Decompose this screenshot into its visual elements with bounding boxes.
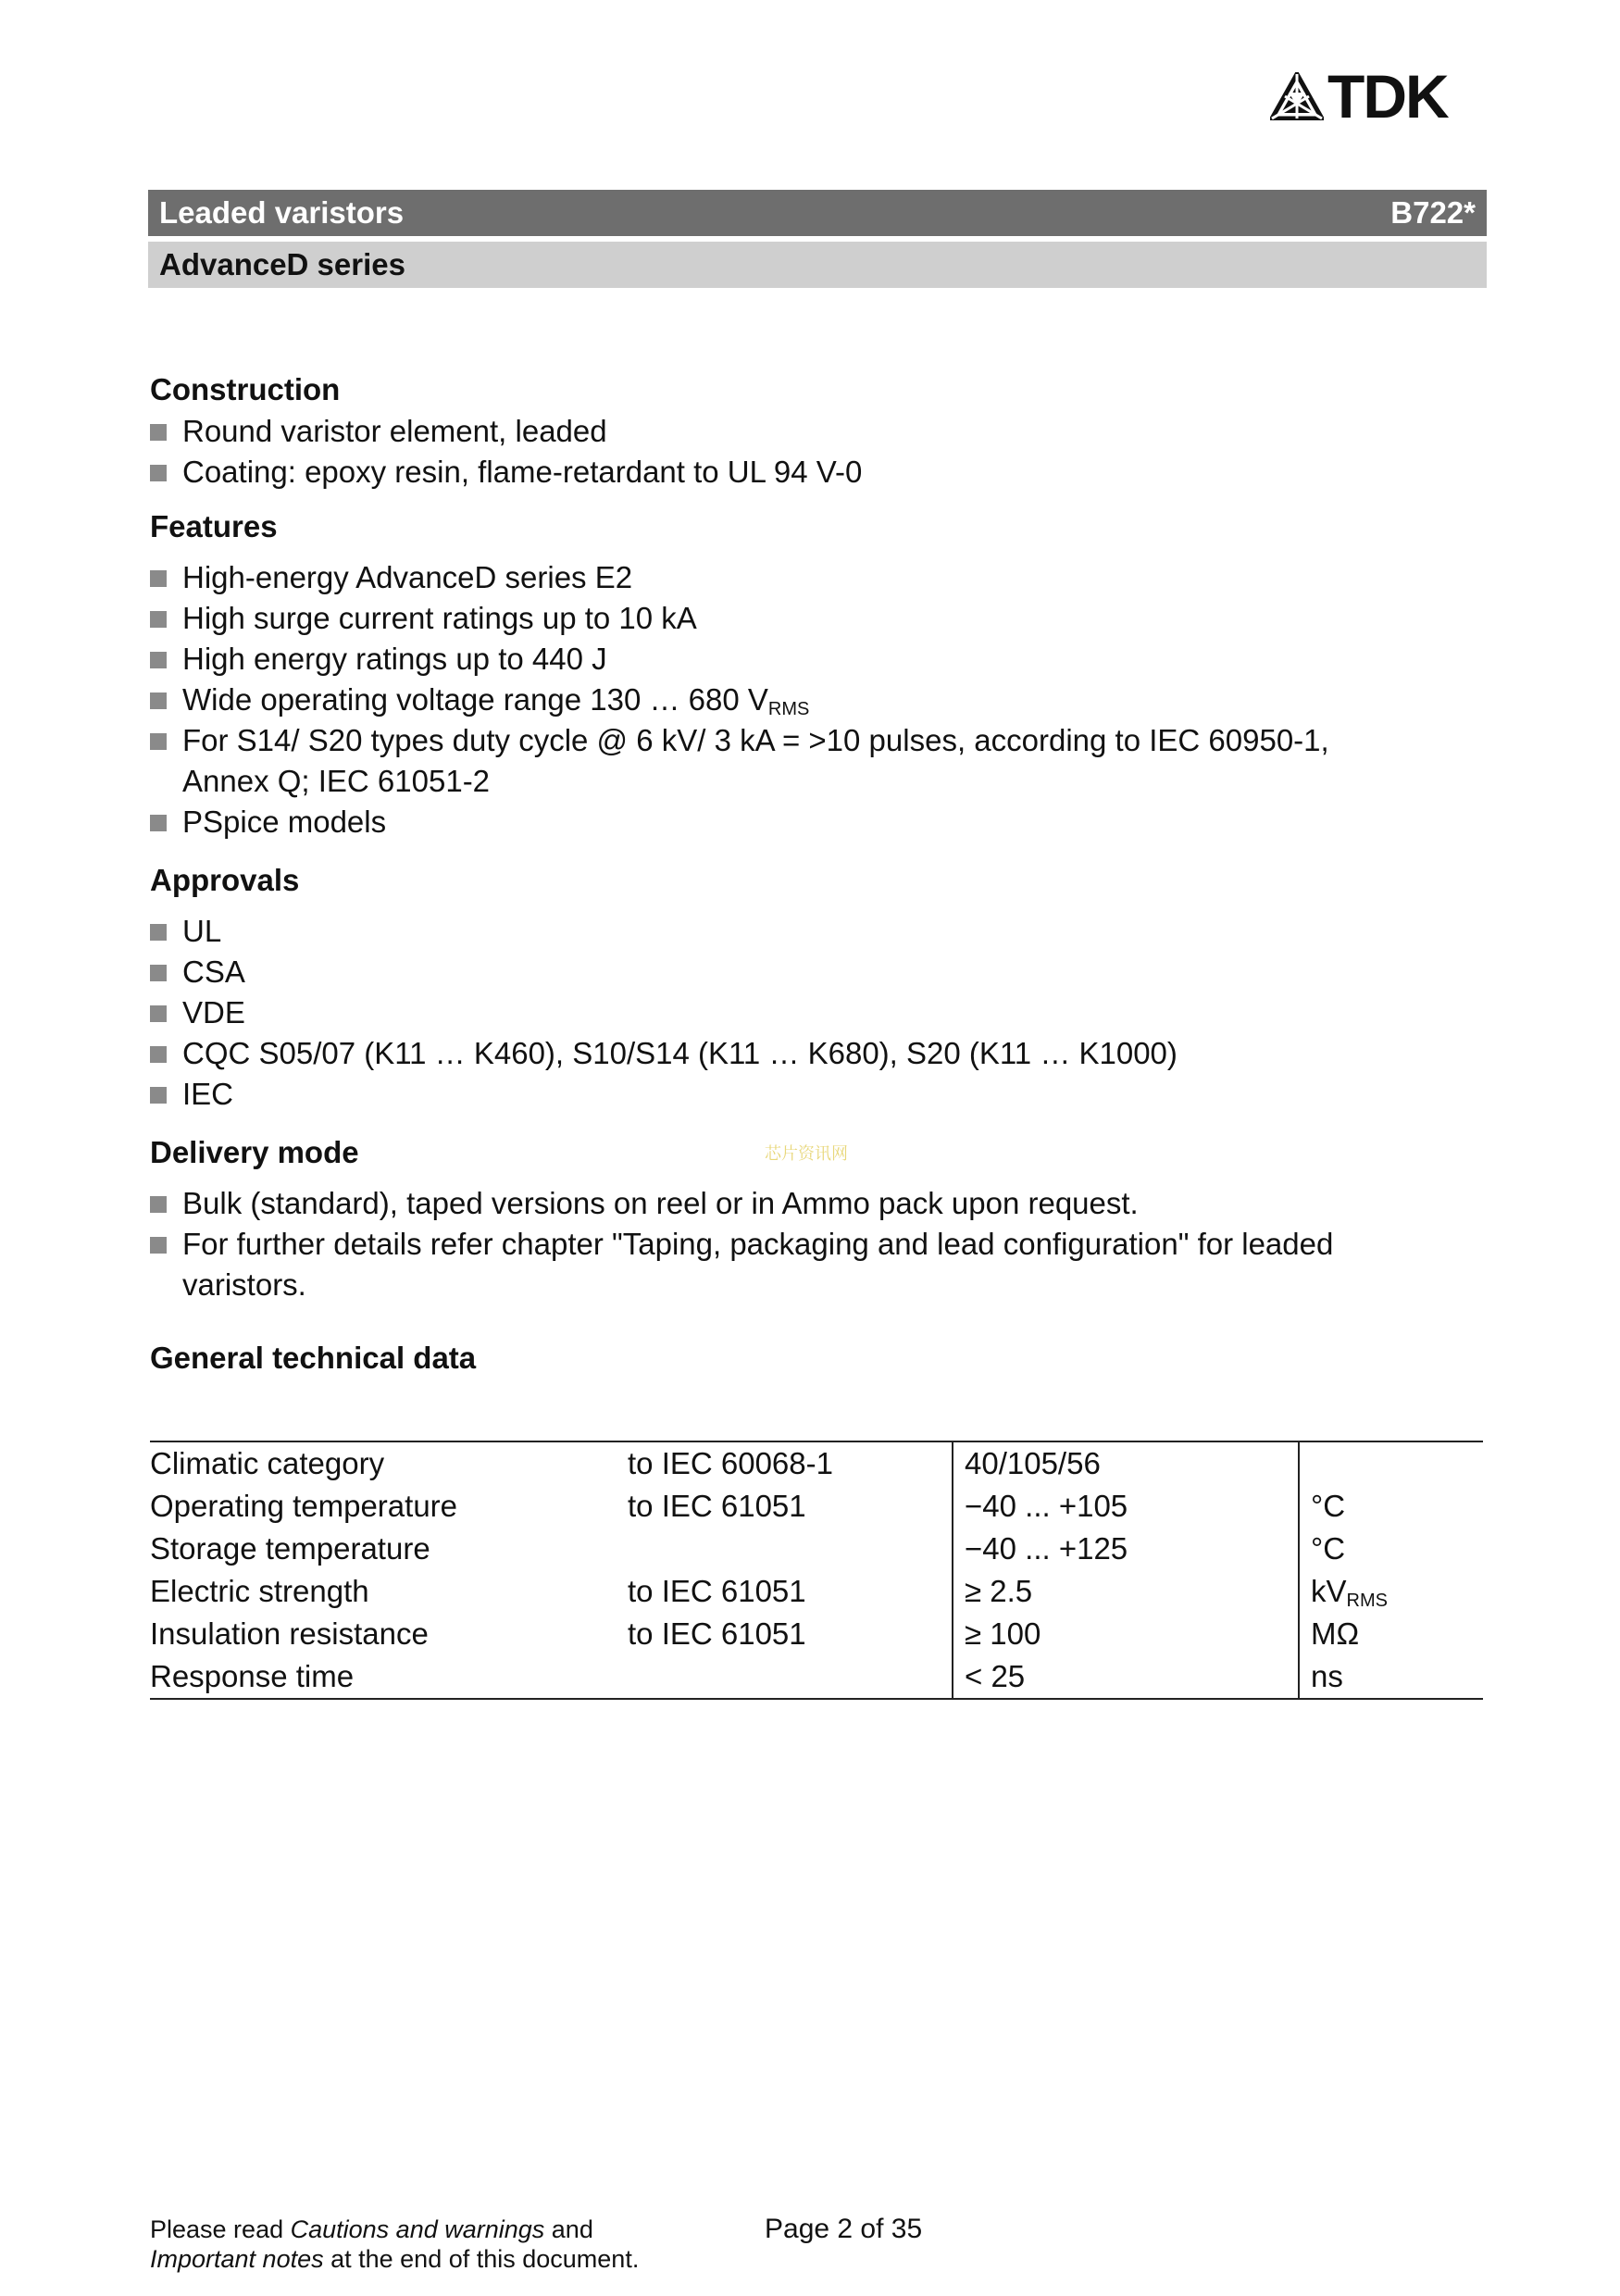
tdk-logo xyxy=(1270,62,1492,131)
list-item: For S14/ S20 types duty cycle @ 6 kV/ 3 kA = >10 pulses, according to IEC 60950-1, Annex Q; IEC 61051-2 xyxy=(150,720,1483,802)
list-item: CSA xyxy=(150,952,1483,992)
list-item: High-energy AdvanceD series E2 xyxy=(150,557,1483,598)
bullet-square-icon xyxy=(150,1005,167,1022)
bullet-square-icon xyxy=(150,1196,167,1213)
table-cell: Insulation resistance xyxy=(150,1616,429,1651)
table-cell: ≥ 100 xyxy=(953,1613,1299,1655)
table-cell: MΩ xyxy=(1299,1613,1483,1655)
bullet-square-icon xyxy=(150,965,167,981)
page-number: Page 2 of 35 xyxy=(765,2214,923,2244)
construction-list xyxy=(150,411,1483,493)
bullet-square-icon xyxy=(150,1087,167,1104)
table-cell: −40 ... +105 xyxy=(953,1485,1299,1528)
table-cell: to IEC 61051 xyxy=(628,1489,806,1523)
table-cell: $kV_{RMS}$ xyxy=(1299,1570,1483,1613)
table-cell: °C xyxy=(1299,1485,1483,1528)
features-list xyxy=(150,557,1483,842)
table-cell: Climatic category xyxy=(150,1441,628,1485)
table-cell: to IEC 60068-1 xyxy=(628,1441,953,1485)
bullet-square-icon xyxy=(150,652,167,668)
bullet-square-icon xyxy=(150,424,167,441)
list-item: IEC xyxy=(150,1074,1483,1115)
logo-text: TDK xyxy=(1327,62,1448,131)
table-cell: Storage temperature xyxy=(150,1531,430,1566)
approvals-heading: Approvals xyxy=(150,863,300,897)
technical-data-table xyxy=(150,1441,1483,1700)
tdk-triangle-logo-icon xyxy=(1270,72,1324,120)
list-item: For further details refer chapter "Taping, packaging and lead configuration" for leaded varistors. xyxy=(150,1224,1483,1305)
features-heading: Features xyxy=(150,509,278,543)
bullet-square-icon xyxy=(150,733,167,750)
table-cell: ≥ 2.5 xyxy=(953,1570,1299,1613)
table-row xyxy=(150,1441,1483,1485)
table-cell: to IEC 61051 xyxy=(628,1574,806,1608)
delivery-heading: Delivery mode xyxy=(150,1135,359,1169)
general-heading: General technical data xyxy=(150,1341,477,1375)
table-row xyxy=(150,1613,1483,1655)
table-cell: to IEC 61051 xyxy=(628,1616,806,1651)
bullet-square-icon xyxy=(150,465,167,481)
list-item: CQC S05/07 (K11 … K460), S10/S14 (K11 … K680), S20 (K11 … K1000) xyxy=(150,1033,1483,1074)
bullet-square-icon xyxy=(150,815,167,831)
table-row xyxy=(150,1528,1483,1570)
table-cell: Electric strength xyxy=(150,1574,369,1608)
list-item: Bulk (standard), taped versions on reel or in Ammo pack upon request. xyxy=(150,1183,1483,1224)
table-row xyxy=(150,1655,1483,1699)
approvals-list xyxy=(150,911,1483,1115)
important-notes-text: Important notes xyxy=(150,2245,324,2273)
construction-heading: Construction xyxy=(150,372,341,406)
footer-note: Please read Cautions and warnings and Important notes at the end of this document. xyxy=(150,2215,640,2273)
table-row xyxy=(150,1485,1483,1528)
table-cell: Response time xyxy=(150,1655,628,1699)
table-cell xyxy=(1299,1441,1483,1485)
bullet-square-icon xyxy=(150,693,167,709)
rms-subscript: RMS xyxy=(767,699,810,719)
table-cell: °C xyxy=(1299,1528,1483,1570)
table-cell: 40/105/56 xyxy=(953,1441,1299,1485)
table-cell: −40 ... +125 xyxy=(953,1528,1299,1570)
header-bar xyxy=(148,190,1487,236)
bullet-square-icon xyxy=(150,924,167,941)
list-item: Wide operating voltage range 130 … 680 $V_{RMS}$ xyxy=(150,680,1483,720)
bullet-square-icon xyxy=(150,570,167,587)
list-item: PSpice models xyxy=(150,802,1483,842)
list-item: UL xyxy=(150,911,1483,952)
list-item: Round varistor element, leaded xyxy=(150,411,1483,452)
table-row xyxy=(150,1570,1483,1613)
bullet-square-icon xyxy=(150,1046,167,1063)
list-item: High energy ratings up to 440 J xyxy=(150,639,1483,680)
table-cell: ns xyxy=(1299,1655,1483,1699)
table-cell: Operating temperature xyxy=(150,1489,458,1523)
header-code: B722* xyxy=(1390,195,1476,230)
bullet-square-icon xyxy=(150,611,167,628)
table-cell: < 25 xyxy=(953,1655,1299,1699)
list-item: Coating: epoxy resin, flame-retardant to UL 94 V-0 xyxy=(150,452,1483,493)
table-cell xyxy=(628,1655,953,1699)
series-bar xyxy=(148,242,1487,288)
header-title: Leaded varistors xyxy=(159,195,405,230)
delivery-list xyxy=(150,1183,1483,1305)
cautions-link: Cautions and warnings xyxy=(290,2215,545,2243)
watermark: 芯片资讯网 xyxy=(765,1144,848,1163)
table-cell xyxy=(628,1528,953,1570)
list-item: High surge current ratings up to 10 kA xyxy=(150,598,1483,639)
bullet-square-icon xyxy=(150,1237,167,1254)
series-title: AdvanceD series xyxy=(159,247,405,281)
list-item: VDE xyxy=(150,992,1483,1033)
main-content xyxy=(150,368,1483,1379)
